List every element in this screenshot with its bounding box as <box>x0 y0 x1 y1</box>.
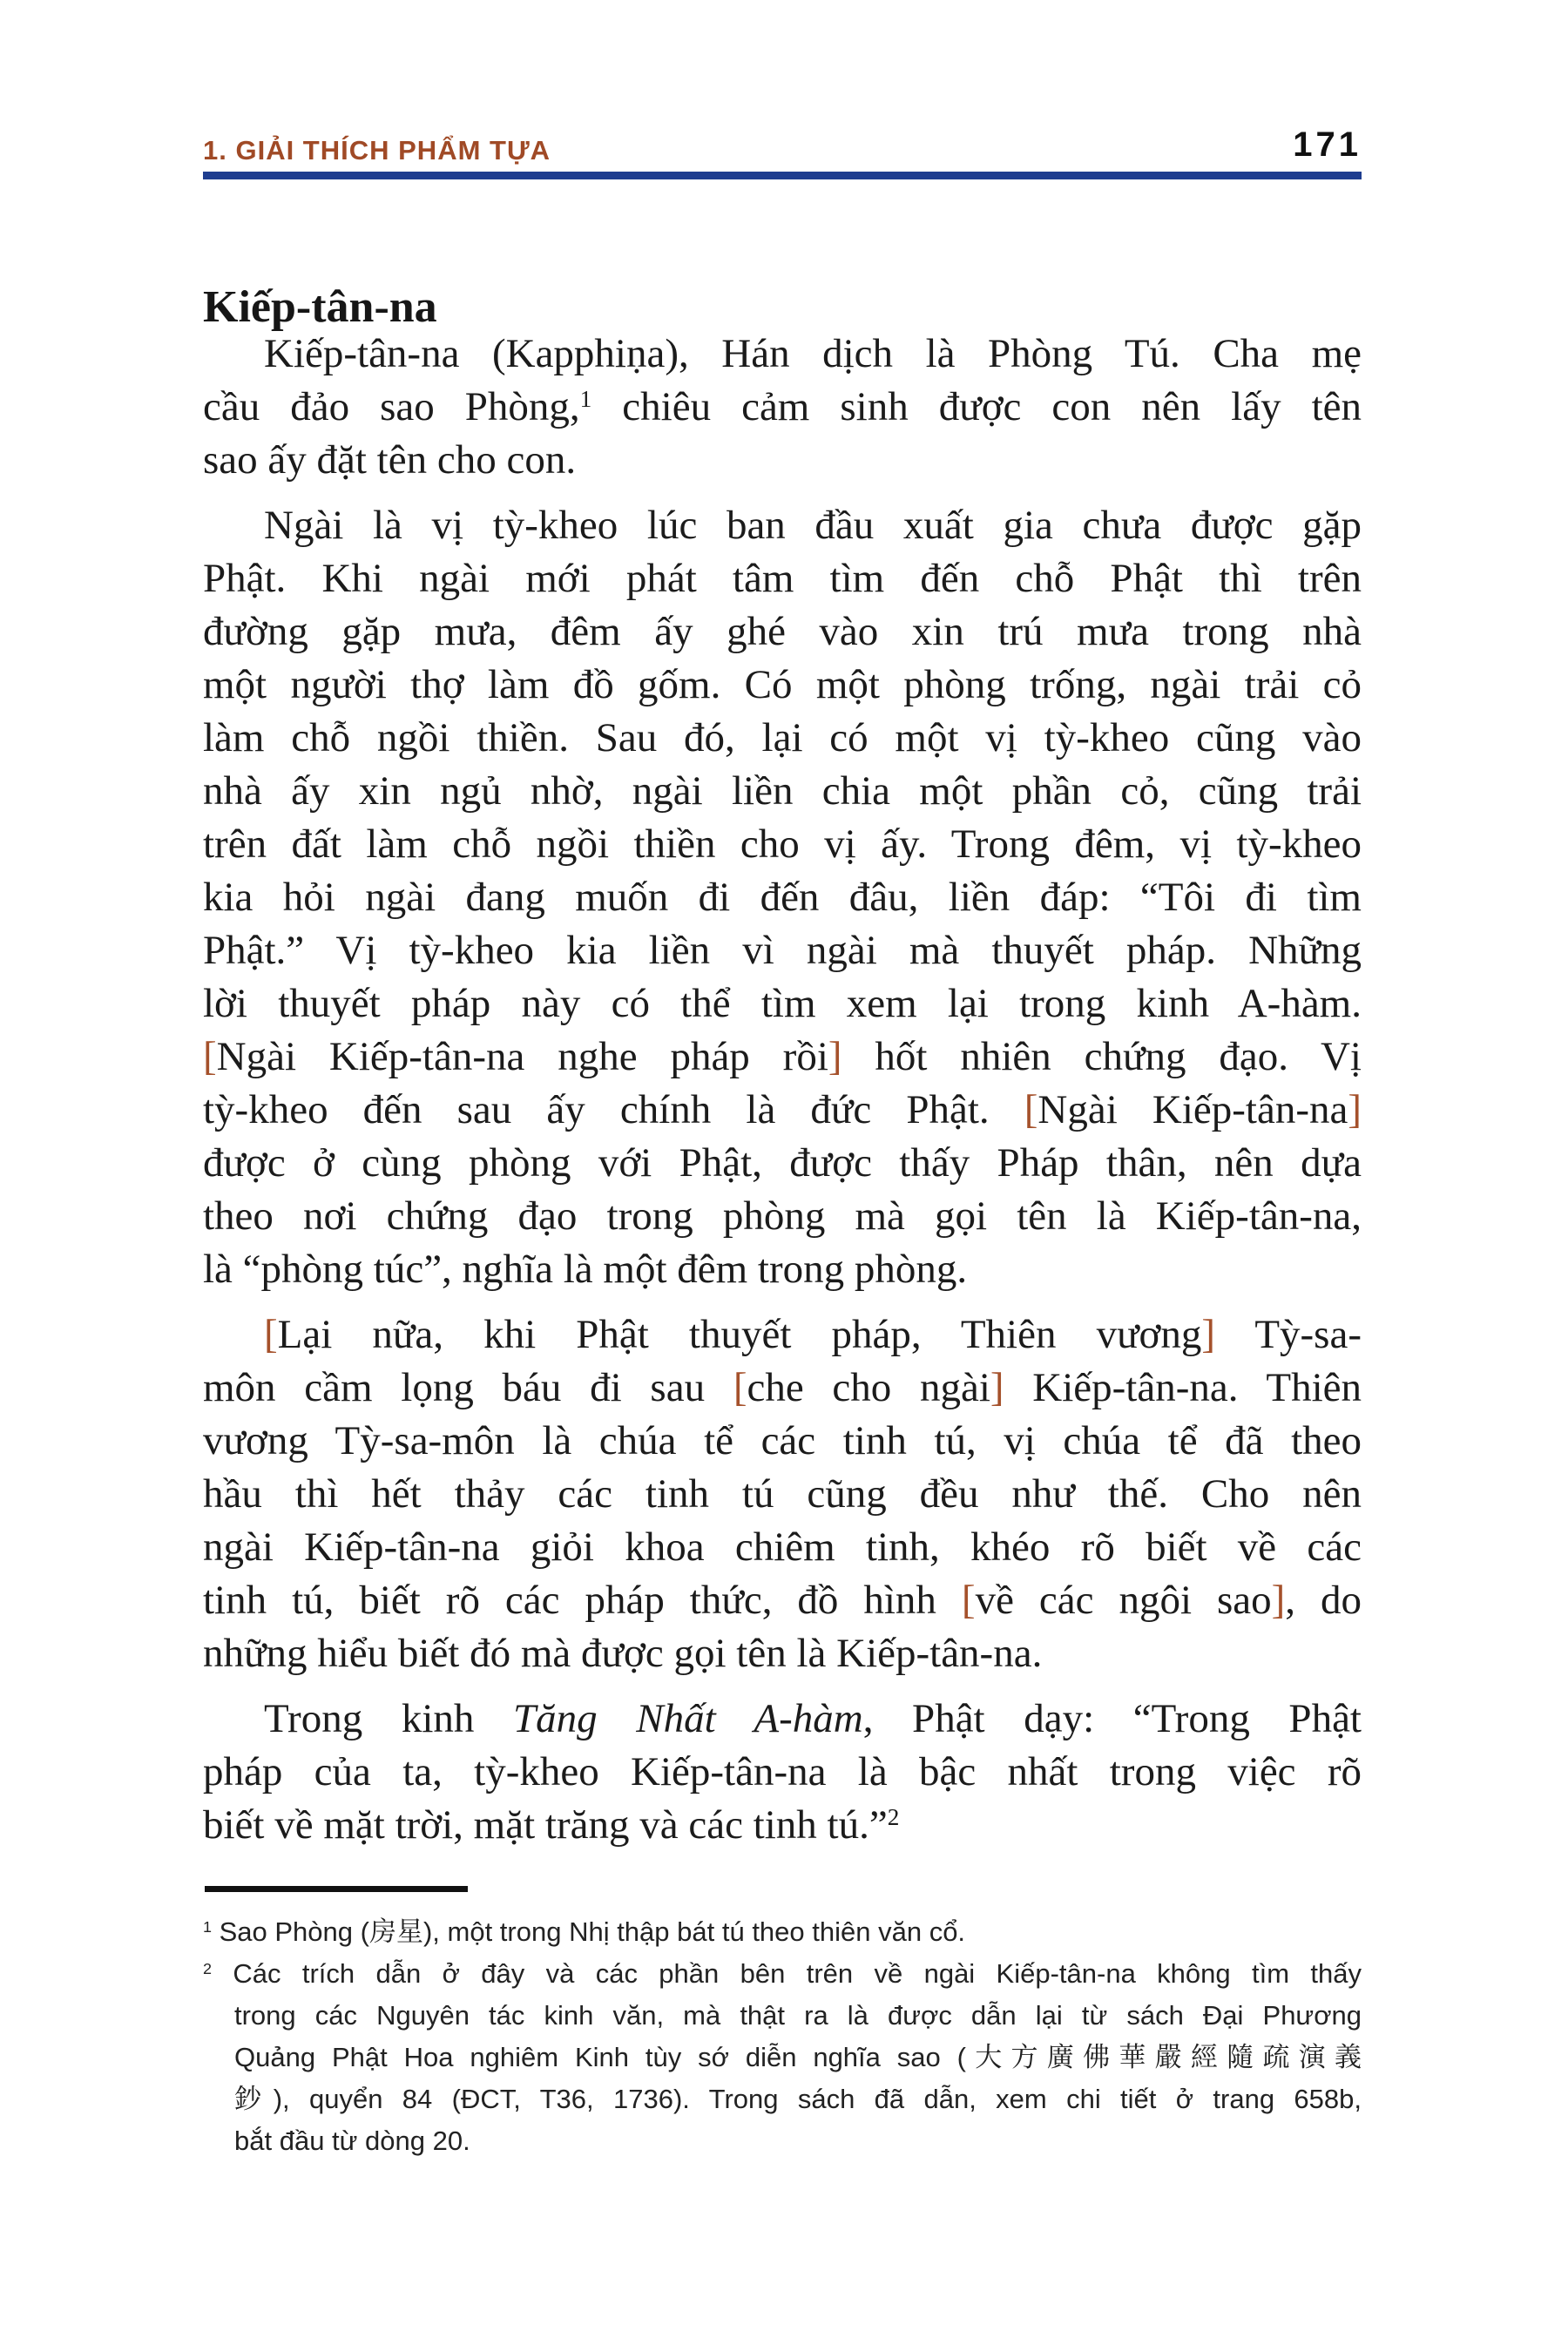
bracket-mark: [ <box>961 1578 976 1623</box>
text-segment: những hiểu biết đó mà được gọi tên là Kiếp-tân-na. <box>203 1631 1043 1676</box>
text-line <box>203 1574 1362 1627</box>
text-segment: về các ngôi sao <box>975 1578 1272 1623</box>
paragraph <box>203 1308 1362 1680</box>
bracket-mark: ] <box>990 1365 1004 1410</box>
bracket-mark: ] <box>1201 1312 1216 1357</box>
text-line <box>203 1693 1362 1746</box>
bracket-mark: ] <box>1271 1578 1286 1623</box>
text-line <box>203 1243 1362 1296</box>
text-segment: theo nơi chứng đạo trong phòng mà gọi tên là Kiếp-tân-na, <box>203 1193 1362 1239</box>
text-segment: đường gặp mưa, đêm ấy ghé vào xin trú mưa trong nhà <box>203 609 1362 654</box>
chapter-title: Kiếp-tân-na <box>203 281 437 332</box>
text-segment: , do <box>1285 1578 1362 1623</box>
text-segment: che cho ngài <box>747 1365 990 1410</box>
section-title: 1. GIẢI THÍCH PHẨM TỰA <box>203 135 551 166</box>
text-line <box>203 765 1362 818</box>
running-head <box>203 125 1362 171</box>
text-segment: biết về mặt trời, mặt trăng và các tinh tú.” <box>203 1802 888 1848</box>
text-line <box>203 871 1362 924</box>
superscript-ref: 2 <box>203 1960 212 1978</box>
text-line <box>203 1308 1362 1362</box>
text-line <box>203 328 1362 381</box>
text-line <box>203 499 1362 552</box>
text-segment: Các trích dẫn ở đây và các phần bên trên về ngài Kiếp-tân-na không tìm thấy <box>212 1958 1362 1989</box>
paragraph <box>203 1693 1362 1852</box>
text-segment: Sao Phòng (房星), một trong Nhị thập bát tú theo thiên văn cổ. <box>212 1916 966 1947</box>
text-line <box>203 2078 1362 2120</box>
footnote <box>203 1911 1362 1953</box>
text-segment: cầu đảo sao Phòng, <box>203 384 580 429</box>
text-segment: tỳ-kheo đến sau ấy chính là đức Phật. <box>203 1087 1024 1132</box>
text-segment: ngài Kiếp-tân-na giỏi khoa chiêm tinh, khéo rõ biết về các <box>203 1524 1362 1570</box>
page-number: 171 <box>1293 125 1362 164</box>
text-segment: hốt nhiên chứng đạo. Vị <box>841 1034 1362 1079</box>
superscript-ref: 1 <box>579 386 592 413</box>
text-line <box>203 924 1362 977</box>
text-line <box>203 1362 1362 1415</box>
text-segment: là “phòng túc”, nghĩa là một đêm trong phòng. <box>203 1247 968 1292</box>
text-line <box>203 1746 1362 1799</box>
text-segment: pháp của ta, tỳ-kheo Kiếp-tân-na là bậc nhất trong việc rõ <box>203 1749 1362 1794</box>
text-line <box>203 818 1362 871</box>
text-line <box>203 1521 1362 1574</box>
text-segment: Ngài Kiếp-tân-na nghe pháp rồi <box>216 1034 828 1079</box>
text-segment: bắt đầu từ dòng 20. <box>234 2126 470 2156</box>
superscript-ref: 1 <box>203 1918 212 1936</box>
text-segment: Ngài là vị tỳ-kheo lúc ban đầu xuất gia chưa được gặp <box>264 503 1362 548</box>
text-line <box>203 1627 1362 1680</box>
text-line <box>203 552 1362 605</box>
text-line <box>203 1995 1362 2037</box>
italic-text: Tăng Nhất A-hàm <box>512 1696 863 1741</box>
text-segment: nhà ấy xin ngủ nhờ, ngài liền chia một phần cỏ, cũng trải <box>203 768 1362 814</box>
text-line <box>203 605 1362 659</box>
body-text <box>203 328 1362 1852</box>
text-line <box>203 1799 1362 1852</box>
text-line <box>203 1415 1362 1468</box>
header-rule <box>203 172 1362 179</box>
text-segment: , Phật dạy: “Trong Phật <box>862 1696 1362 1741</box>
paragraph <box>203 328 1362 487</box>
bracket-mark: [ <box>1024 1087 1038 1132</box>
text-segment: tinh tú, biết rõ các pháp thức, đồ hình <box>203 1578 962 1623</box>
text-segment: trên đất làm chỗ ngồi thiền cho vị ấy. Trong đêm, vị tỳ-kheo <box>203 821 1362 867</box>
text-segment: Quảng Phật Hoa nghiêm Kinh tùy sớ diễn nghĩa sao (大方廣佛華嚴經隨疏演義 <box>234 2042 1362 2072</box>
text-segment: sao ấy đặt tên cho con. <box>203 437 577 483</box>
text-line <box>203 1031 1362 1084</box>
text-line <box>203 977 1362 1031</box>
text-line <box>203 1911 1362 1953</box>
text-segment: làm chỗ ngồi thiền. Sau đó, lại có một vị tỳ-kheo cũng vào <box>203 715 1362 760</box>
text-segment: chiêu cảm sinh được con nên lấy tên <box>591 384 1362 429</box>
text-segment: Kiếp-tân-na (Kapphiṇa), Hán dịch là Phòng Tú. Cha mẹ <box>264 331 1362 376</box>
footnote <box>203 1953 1362 2162</box>
text-segment: Lại nữa, khi Phật thuyết pháp, Thiên vương <box>277 1312 1202 1357</box>
bracket-mark: [ <box>264 1312 278 1357</box>
paragraph <box>203 499 1362 1296</box>
text-line <box>203 1468 1362 1521</box>
text-line <box>203 712 1362 765</box>
text-line <box>203 1190 1362 1243</box>
bracket-mark: ] <box>1348 1087 1362 1132</box>
text-segment: môn cầm lọng báu đi sau <box>203 1365 733 1410</box>
bracket-mark: [ <box>733 1365 747 1410</box>
text-line <box>203 659 1362 712</box>
text-segment: 鈔), quyển 84 (ĐCT, T36, 1736). Trong sách đã dẫn, xem chi tiết ở trang 658b, <box>234 2084 1362 2114</box>
text-segment: trong các Nguyên tác kinh văn, mà thật ra là được dẫn lại từ sách Đại Phương <box>234 2000 1362 2031</box>
text-segment: Phật.” Vị tỳ-kheo kia liền vì ngài mà thuyết pháp. Những <box>203 928 1362 973</box>
bracket-mark: ] <box>828 1034 842 1079</box>
text-segment: Kiếp-tân-na. Thiên <box>1004 1365 1362 1410</box>
text-line <box>203 1084 1362 1137</box>
text-segment: Phật. Khi ngài mới phát tâm tìm đến chỗ Phật thì trên <box>203 556 1362 601</box>
footnotes <box>203 1911 1362 2162</box>
text-segment: lời thuyết pháp này có thể tìm xem lại trong kinh A-hàm. <box>203 981 1362 1026</box>
text-line <box>203 381 1362 434</box>
text-line <box>203 434 1362 487</box>
text-segment: hầu thì hết thảy các tinh tú cũng đều như thế. Cho nên <box>203 1471 1362 1517</box>
text-segment: Tỳ-sa- <box>1215 1312 1362 1357</box>
text-segment: được ở cùng phòng với Phật, được thấy Pháp thân, nên dựa <box>203 1140 1362 1186</box>
footnote-separator <box>205 1886 468 1892</box>
text-segment: một người thợ làm đồ gốm. Có một phòng trống, ngài trải cỏ <box>203 662 1362 707</box>
text-line <box>203 2037 1362 2078</box>
text-segment: vương Tỳ-sa-môn là chúa tể các tinh tú, vị chúa tể đã theo <box>203 1418 1362 1463</box>
bracket-mark: [ <box>203 1034 217 1079</box>
text-line <box>203 1953 1362 1995</box>
superscript-ref: 2 <box>887 1804 900 1831</box>
text-line <box>203 1137 1362 1190</box>
text-segment: Trong kinh <box>264 1696 513 1741</box>
text-segment: kia hỏi ngài đang muốn đi đến đâu, liền đáp: “Tôi đi tìm <box>203 875 1362 920</box>
text-line <box>203 2120 1362 2162</box>
text-segment: Ngài Kiếp-tân-na <box>1037 1087 1348 1132</box>
